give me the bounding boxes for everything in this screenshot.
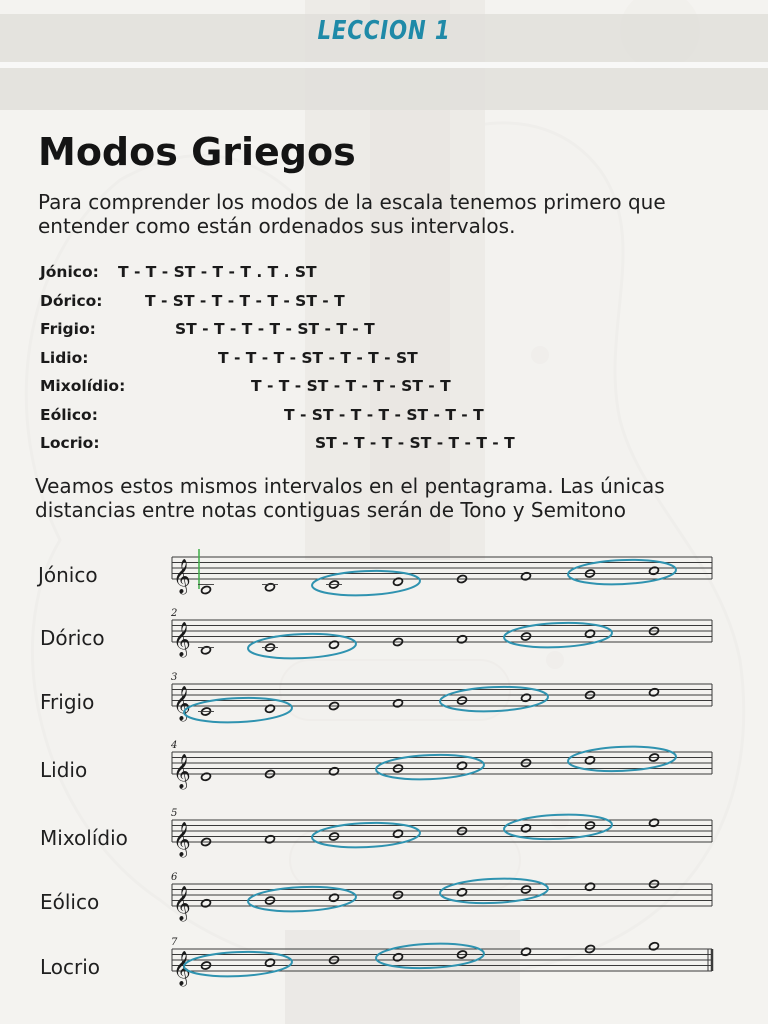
whole-note [649, 942, 660, 951]
whole-note [521, 572, 532, 581]
mode-row [40, 376, 740, 405]
staff-mode-label: Eólico [40, 890, 100, 914]
staff-mode-label: Mixolídio [40, 826, 128, 850]
treble-clef-icon: 𝄞 [173, 822, 191, 857]
whole-note [457, 635, 468, 644]
staff-row [0, 872, 768, 932]
mode-name: Jónico: [40, 263, 99, 281]
whole-note [585, 756, 596, 765]
measure-number: 2 [171, 608, 178, 619]
whole-note [393, 829, 404, 838]
mode-row [40, 348, 740, 377]
whole-note [329, 640, 340, 649]
whole-note [393, 699, 404, 708]
measure-number: 4 [171, 740, 178, 751]
mode-row [40, 262, 740, 291]
staff-mode-label: Locrio [40, 955, 101, 979]
mode-intervals: T - T - ST - T - T . T . ST [118, 263, 317, 281]
mode-intervals: T - ST - T - T - ST - T - T [284, 405, 484, 424]
intro-paragraph: Para comprender los modos de la escala tenemos primero que entender como están ordenados sus intervalos. [38, 190, 666, 238]
staff-row [0, 808, 768, 868]
mode-intervals: T - T - ST - T - T - ST - T [251, 377, 451, 395]
whole-note [585, 882, 596, 891]
mode-intervals: T - ST - T - T - T - ST - T [145, 291, 345, 310]
whole-note [393, 953, 404, 962]
staff-row [0, 545, 768, 605]
page-title: Modos Griegos [38, 130, 356, 174]
whole-note [585, 629, 596, 638]
treble-clef-icon: 𝄞 [173, 622, 191, 657]
music-staff [0, 808, 768, 868]
whole-note [521, 824, 532, 833]
treble-clef-icon: 𝄞 [173, 951, 191, 986]
whole-note [201, 899, 212, 908]
measure-number: 3 [171, 672, 178, 683]
mode-name: Mixolídio: [40, 377, 126, 395]
measure-number: 6 [171, 872, 178, 883]
treble-clef-icon: 𝄞 [173, 686, 191, 721]
lesson-title: LECCION 1 [317, 16, 451, 46]
whole-note [201, 585, 212, 594]
staff-row [0, 608, 768, 668]
staff-mode-label: Jónico [38, 563, 98, 587]
mode-name: Eólico: [40, 405, 98, 424]
mode-name: Frigio: [40, 320, 96, 338]
mode-row [40, 405, 740, 434]
mode-name: Dórico: [40, 291, 103, 310]
whole-note [201, 772, 212, 781]
music-staff [0, 545, 768, 605]
whole-note [521, 947, 532, 956]
modes-interval-list [40, 262, 740, 462]
whole-note [265, 704, 276, 713]
music-staff [0, 872, 768, 932]
whole-note [457, 761, 468, 770]
mode-intervals: ST - T - T - T - ST - T - T [175, 320, 375, 338]
staff-mode-label: Frigio [40, 690, 95, 714]
treble-clef-icon: 𝄞 [173, 754, 191, 789]
treble-clef-icon: 𝄞 [173, 559, 191, 594]
whole-note [329, 767, 340, 776]
whole-note [649, 818, 660, 827]
whole-note [201, 646, 212, 655]
staff-row [0, 740, 768, 800]
measure-number: 7 [171, 937, 178, 948]
music-staff [0, 740, 768, 800]
mode-intervals: ST - T - T - ST - T - T - T [315, 434, 515, 452]
staff-mode-label: Dórico [40, 626, 105, 650]
music-staff [0, 937, 768, 997]
mode-row [40, 291, 740, 320]
whole-note [393, 577, 404, 586]
whole-note [265, 835, 276, 844]
mode-row [40, 433, 740, 462]
whole-note [265, 583, 276, 592]
staff-row [0, 937, 768, 997]
staff-intro-paragraph: Veamos estos mismos intervalos en el pentagrama. Las únicas distancias entre notas contiguas serán de Tono y Semitono [35, 474, 665, 522]
mode-intervals: T - T - T - ST - T - T - ST [218, 348, 418, 367]
music-staff [0, 672, 768, 732]
whole-note [649, 566, 660, 575]
whole-note [457, 888, 468, 897]
whole-note [329, 893, 340, 902]
mode-row [40, 319, 740, 348]
whole-note [521, 693, 532, 702]
mode-name: Locrio: [40, 434, 100, 452]
staff-row [0, 672, 768, 732]
header-strip [0, 62, 768, 68]
staff-mode-label: Lidio [40, 758, 88, 782]
whole-note [265, 958, 276, 967]
measure-number: 5 [171, 808, 178, 819]
treble-clef-icon: 𝄞 [173, 886, 191, 921]
music-staff [0, 608, 768, 668]
whole-note [649, 688, 660, 697]
mode-name: Lidio: [40, 348, 89, 367]
